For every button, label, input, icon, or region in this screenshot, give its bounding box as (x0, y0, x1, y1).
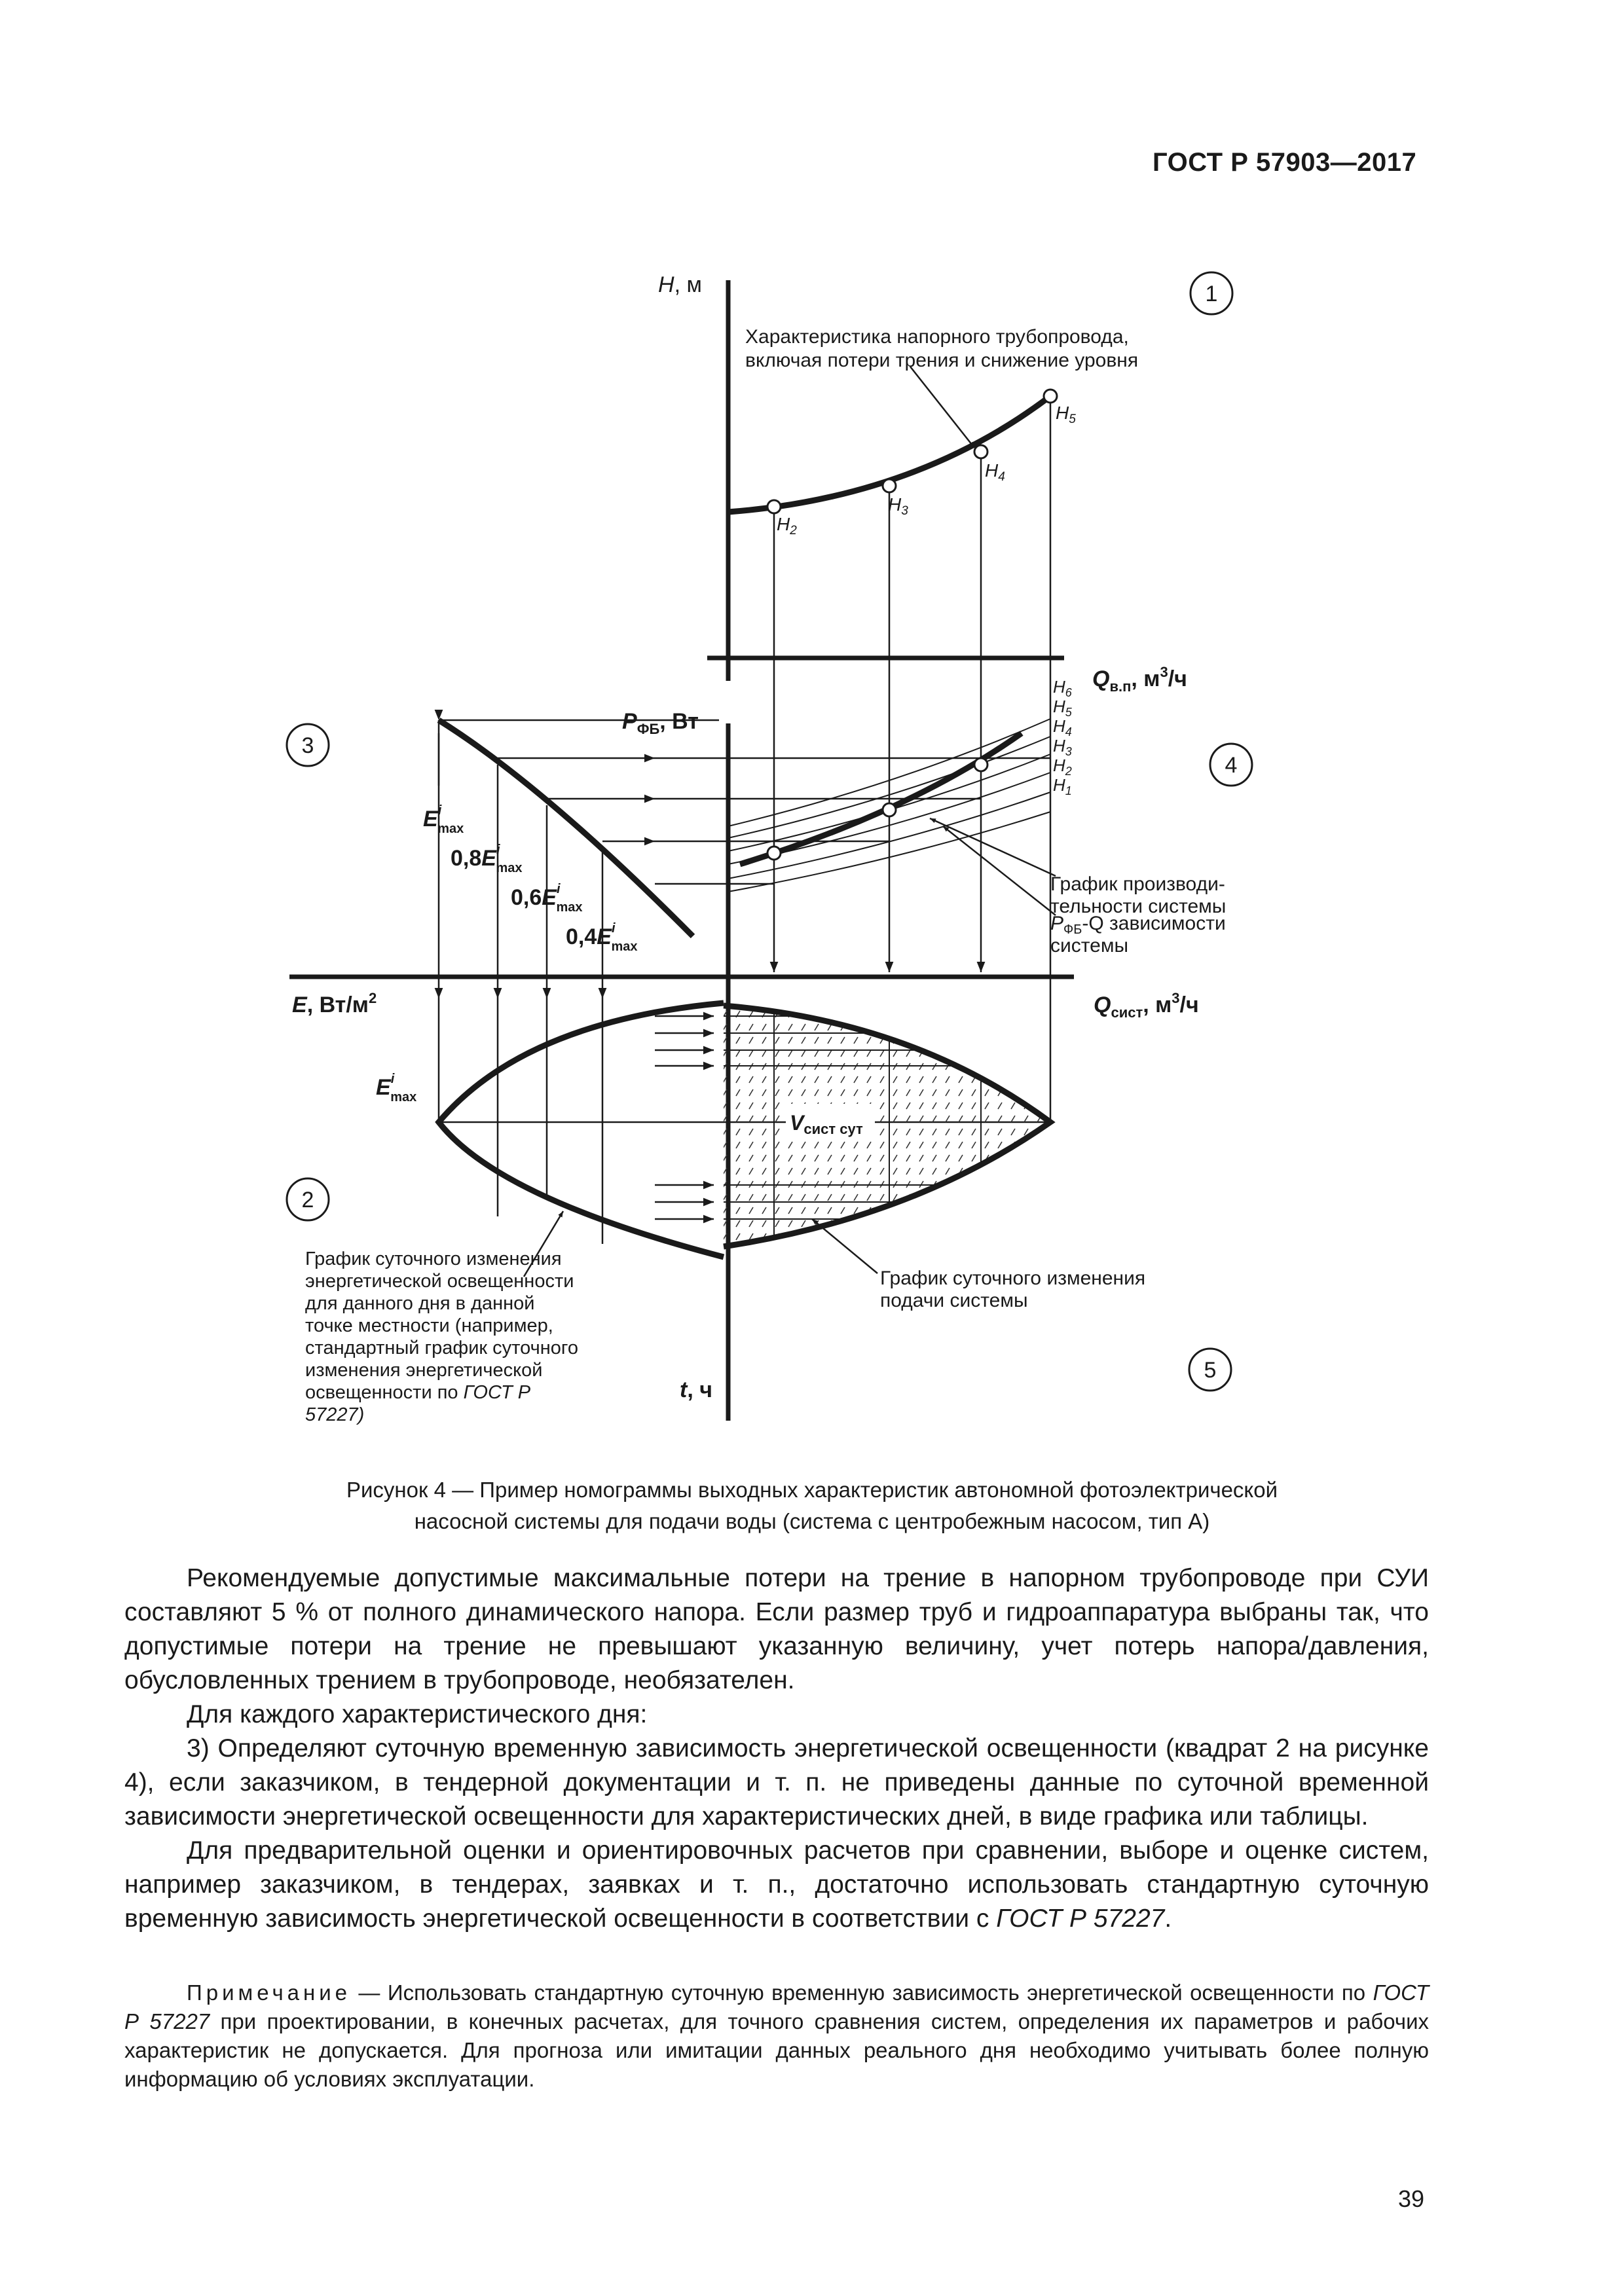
t-axis-label: t, ч (680, 1377, 712, 1402)
svg-text:тельности системы: тельности системы (1050, 896, 1227, 917)
paragraph-1: Рекомендуемые допустимые максимальные потери на трение в напорном трубопроводе при СУИ составляют 5 % от полного динамического напора. Если размер труб и гидроаппаратура выбраны так, что допустимые потери на трение не превышают указанную величину, учет потерь напора/давления, обусловленных трением в трубопроводе, необязателен. (124, 1564, 1429, 1694)
e-axis-label: E, $Вт/м^2$ (292, 990, 377, 1017)
svg-text:0,6Eimax: $0,6E^i$ max (511, 882, 583, 915)
figure-caption (0, 1474, 1624, 1537)
svg-text:H5: $H_5$ (1053, 697, 1072, 719)
paragraph-2: Для каждого характеристического дня: (187, 1700, 648, 1728)
caption-line-1: Рисунок 4 — Пример номограммы выходных характеристик автономной фотоэлектрической (346, 1478, 1278, 1502)
note-block: Примечание — Использовать стандартную суточную временную зависимость энергетической освещенности по ГОСТ Р 57227 при проектировании, в конечных расчетах, для точного сравнения систем, определения их параметров и рабочих характеристик не допускается. Для прогноза или имитации данных реального дня необходимо учитывать более полную информацию об условиях эксплуатации. (124, 1980, 1430, 2091)
svg-text:2: 2 (301, 1188, 314, 1212)
q4-point-3 (974, 758, 987, 771)
svg-text:H2: $H_2$ (777, 514, 797, 538)
svg-text:H5: $H_5$ (1056, 403, 1076, 426)
head-point-labels (777, 403, 1076, 538)
volume-label: Vсист сут (790, 1111, 863, 1137)
supply-hatch (720, 995, 1061, 1257)
svg-text:1: 1 (1205, 282, 1218, 306)
pipeline-annotation (745, 326, 1138, 371)
h4-point (974, 445, 987, 458)
svg-text:PФБ-Q зависимости: $P_{ФБ}-Q$ зависимости (1050, 913, 1226, 937)
supply-leader (812, 1219, 877, 1273)
q4-point-2 (883, 803, 896, 816)
pq-annotation (1050, 913, 1226, 957)
svg-text:энергетической освещенности: энергетической освещенности (305, 1271, 574, 1292)
svg-text:3: 3 (301, 733, 314, 758)
svg-text:57227): 57227) (305, 1404, 365, 1425)
svg-text:H4: $H_4$ (985, 460, 1005, 484)
svg-text:График суточного изменения: График суточного изменения (880, 1267, 1146, 1289)
svg-text:изменения энергетической: изменения энергетической (305, 1360, 543, 1381)
h2-point (767, 500, 781, 513)
h3-point (883, 479, 896, 492)
h-family-labels (1053, 677, 1073, 797)
page-number: 39 (1398, 2185, 1425, 2212)
body-text (124, 1561, 1429, 1936)
svg-text:Характеристика напорного трубо: Характеристика напорного трубопровода, (745, 326, 1129, 348)
svg-text:5: 5 (1204, 1358, 1217, 1383)
svg-text:H2: $H_2$ (1053, 756, 1072, 778)
standard-reference: ГОСТ Р 57227 (996, 1904, 1165, 1933)
svg-text:H3: $H_3$ (888, 494, 908, 518)
svg-text:График производи-: График производи- (1050, 873, 1225, 895)
q-sist-axis-label: $Q_{сист}$, $м^3/ч$ (1094, 990, 1199, 1021)
caption-line-2: насосной системы для подачи воды (система с центробежным насосом, тип А) (414, 1509, 1210, 1533)
svg-text:стандартный график суточного: стандартный график суточного (305, 1338, 578, 1358)
svg-text:0,4Eimax: $0,4E^i$ max (566, 921, 638, 954)
svg-text:0,8Eimax: $0,8E^i$ max (451, 843, 523, 875)
svg-text:включая потери трения и снижен: включая потери трения и снижение уровня (745, 350, 1139, 371)
q2-arrows (655, 1016, 714, 1219)
perf-leader (930, 818, 1056, 876)
svg-text:H4: $H_4$ (1053, 716, 1072, 738)
irradiance-annotation (305, 1248, 578, 1425)
pq-leader (943, 826, 1056, 915)
svg-text:Eimax: $E^i$ max (423, 803, 464, 836)
h5-point (1044, 390, 1057, 403)
svg-text:для данного дня в данной: для данного дня в данной (305, 1293, 535, 1314)
document-id: ГОСТ Р 57903—2017 (1153, 148, 1417, 177)
note-reference: ГОСТ Р 57227 (124, 1980, 1429, 2033)
svg-text:освещенности по ГОСТ Р: освещенности по ГОСТ Р (305, 1382, 531, 1403)
svg-text:4: 4 (1225, 753, 1238, 778)
supply-annotation (880, 1267, 1145, 1311)
svg-text:точке местности (например,: точке местности (например, (305, 1315, 553, 1336)
note-label: Примечание (187, 1980, 352, 2005)
svg-text:H3: $H_3$ (1053, 736, 1072, 758)
performance-annotation (1050, 873, 1226, 917)
paragraph-4: Для предварительной оценки и ориентировочных расчетов при сравнении, выборе и оценке систем, например заказчиком, в тендерах, заявках и т. п., достаточно использовать стандартную суточную временную зависимость энергетической освещенности в соответствии с ГОСТ Р 57227. (124, 1836, 1429, 1933)
q4-point-1 (767, 847, 781, 860)
p-fb-axis-label: $P_{ФБ}$, Вт (622, 709, 699, 737)
q3-horizontal-arrows (439, 720, 1050, 884)
svg-text:График суточного изменения: График суточного изменения (305, 1248, 562, 1269)
paragraph-3: 3) Определяют суточную временную зависимость энергетической освещенности (квадрат 2 на рисунке 4), если заказчиком, в тендерной документации и т. п. не приведены данные по суточной временной зависимости энергетической освещенности для характеристических дней, в виде графика или таблицы. (124, 1734, 1429, 1831)
svg-text:подачи системы: подачи системы (880, 1290, 1028, 1311)
svg-text:H1: $H_1$ (1053, 775, 1072, 797)
svg-text:системы: системы (1050, 935, 1129, 957)
svg-text:H6: $H_6$ (1053, 677, 1072, 699)
q-vp-axis-label: $Q_{в.п}$, $м^3/ч$ (1092, 664, 1187, 695)
pipeline-leader (910, 367, 974, 448)
svg-text:Eimax: $E^i$ max (376, 1072, 417, 1104)
h-axis-label: H, м (658, 272, 702, 297)
